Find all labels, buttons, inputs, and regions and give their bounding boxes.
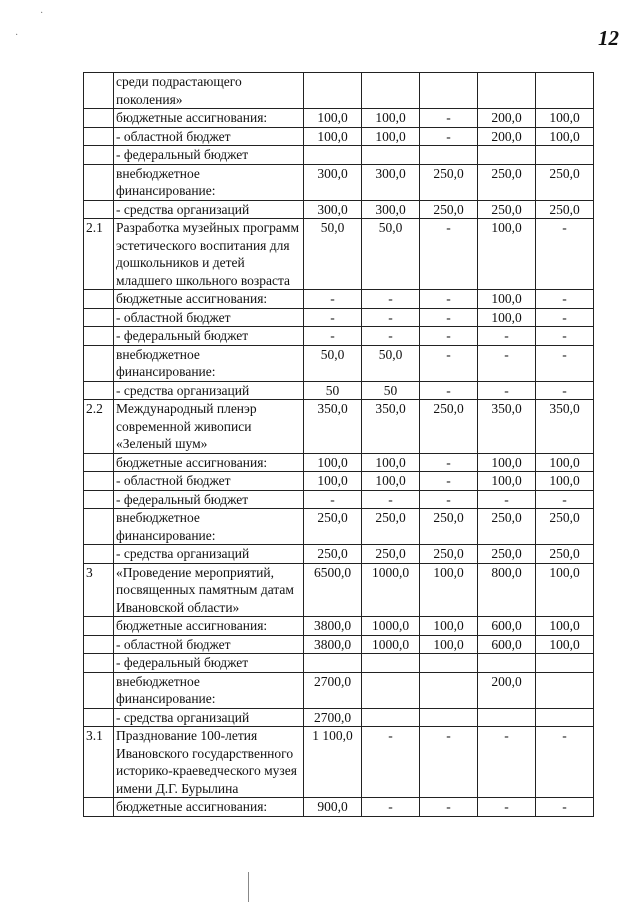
item-description: - федеральный бюджет bbox=[114, 327, 304, 346]
item-description: - федеральный бюджет bbox=[114, 146, 304, 165]
amount-cell: - bbox=[420, 308, 478, 327]
table-row bbox=[84, 146, 594, 165]
amount-cell: 250,0 bbox=[420, 509, 478, 545]
amount-cell: - bbox=[536, 798, 594, 817]
amount-cell: 50,0 bbox=[362, 345, 420, 381]
table-row bbox=[84, 509, 594, 545]
amount-cell bbox=[478, 146, 536, 165]
amount-cell bbox=[420, 708, 478, 727]
item-description: Международный пленэр современной живописи «Зеленый шум» bbox=[114, 400, 304, 454]
amount-cell: 6500,0 bbox=[304, 563, 362, 617]
amount-cell: 250,0 bbox=[536, 509, 594, 545]
amount-cell: - bbox=[304, 490, 362, 509]
amount-cell: - bbox=[536, 308, 594, 327]
item-description: внебюджетное финансирование: bbox=[114, 345, 304, 381]
item-number bbox=[84, 545, 114, 564]
amount-cell bbox=[420, 146, 478, 165]
amount-cell: 350,0 bbox=[478, 400, 536, 454]
amount-cell: 100,0 bbox=[362, 453, 420, 472]
item-number bbox=[84, 708, 114, 727]
item-description: внебюджетное финансирование: bbox=[114, 509, 304, 545]
item-description: - средства организаций bbox=[114, 200, 304, 219]
item-description: - средства организаций bbox=[114, 708, 304, 727]
item-number bbox=[84, 327, 114, 346]
amount-cell bbox=[478, 708, 536, 727]
item-number bbox=[84, 654, 114, 673]
amount-cell: - bbox=[536, 490, 594, 509]
amount-cell: 250,0 bbox=[478, 545, 536, 564]
amount-cell: - bbox=[420, 290, 478, 309]
amount-cell: 100,0 bbox=[362, 109, 420, 128]
amount-cell: - bbox=[420, 472, 478, 491]
amount-cell: 350,0 bbox=[362, 400, 420, 454]
item-description: Разработка музейных программ эстетического воспитания для дошкольников и детей младшего школьного возраста bbox=[114, 219, 304, 290]
item-number bbox=[84, 635, 114, 654]
table-row bbox=[84, 127, 594, 146]
amount-cell bbox=[536, 73, 594, 109]
item-number bbox=[84, 472, 114, 491]
item-number bbox=[84, 381, 114, 400]
amount-cell: - bbox=[478, 345, 536, 381]
table-row bbox=[84, 798, 594, 817]
item-number bbox=[84, 509, 114, 545]
amount-cell: - bbox=[420, 109, 478, 128]
amount-cell bbox=[304, 654, 362, 673]
item-number bbox=[84, 308, 114, 327]
amount-cell: 2700,0 bbox=[304, 708, 362, 727]
amount-cell: 250,0 bbox=[420, 164, 478, 200]
amount-cell: 3800,0 bbox=[304, 617, 362, 636]
amount-cell: - bbox=[362, 490, 420, 509]
amount-cell: 1000,0 bbox=[362, 635, 420, 654]
amount-cell: - bbox=[420, 798, 478, 817]
amount-cell: 200,0 bbox=[478, 127, 536, 146]
amount-cell bbox=[420, 73, 478, 109]
amount-cell bbox=[304, 146, 362, 165]
amount-cell: 100,0 bbox=[420, 563, 478, 617]
table-row bbox=[84, 453, 594, 472]
table-row bbox=[84, 617, 594, 636]
item-description: - федеральный бюджет bbox=[114, 654, 304, 673]
item-description: бюджетные ассигнования: bbox=[114, 453, 304, 472]
item-number bbox=[84, 73, 114, 109]
table-row bbox=[84, 563, 594, 617]
amount-cell: 100,0 bbox=[304, 453, 362, 472]
item-description: «Проведение мероприятий, посвященных памятным датам Ивановской области» bbox=[114, 563, 304, 617]
amount-cell: - bbox=[536, 381, 594, 400]
table-row bbox=[84, 400, 594, 454]
amount-cell bbox=[478, 73, 536, 109]
item-number bbox=[84, 617, 114, 636]
amount-cell: 250,0 bbox=[304, 545, 362, 564]
amount-cell: 250,0 bbox=[420, 400, 478, 454]
scan-speck: · bbox=[40, 8, 44, 19]
item-description: среди подрастающего поколения» bbox=[114, 73, 304, 109]
item-number: 2.2 bbox=[84, 400, 114, 454]
amount-cell: 100,0 bbox=[536, 109, 594, 128]
amount-cell bbox=[478, 654, 536, 673]
table-row bbox=[84, 308, 594, 327]
item-number bbox=[84, 345, 114, 381]
amount-cell: 100,0 bbox=[362, 127, 420, 146]
amount-cell: 250,0 bbox=[304, 509, 362, 545]
item-number bbox=[84, 490, 114, 509]
item-number bbox=[84, 109, 114, 128]
amount-cell: 1000,0 bbox=[362, 563, 420, 617]
amount-cell: 350,0 bbox=[536, 400, 594, 454]
amount-cell: 250,0 bbox=[536, 200, 594, 219]
amount-cell: - bbox=[478, 798, 536, 817]
table-row bbox=[84, 672, 594, 708]
amount-cell: 300,0 bbox=[362, 164, 420, 200]
amount-cell: 100,0 bbox=[478, 290, 536, 309]
amount-cell: - bbox=[362, 290, 420, 309]
item-description: - федеральный бюджет bbox=[114, 490, 304, 509]
amount-cell: - bbox=[420, 219, 478, 290]
amount-cell: - bbox=[420, 345, 478, 381]
amount-cell: - bbox=[362, 308, 420, 327]
item-number bbox=[84, 146, 114, 165]
amount-cell: 100,0 bbox=[304, 109, 362, 128]
amount-cell: 800,0 bbox=[478, 563, 536, 617]
item-number bbox=[84, 200, 114, 219]
item-number bbox=[84, 672, 114, 708]
amount-cell: - bbox=[478, 490, 536, 509]
amount-cell bbox=[362, 672, 420, 708]
item-description: бюджетные ассигнования: bbox=[114, 290, 304, 309]
amount-cell: 250,0 bbox=[420, 200, 478, 219]
amount-cell: 100,0 bbox=[536, 617, 594, 636]
financing-table bbox=[83, 72, 594, 817]
amount-cell: 100,0 bbox=[304, 472, 362, 491]
amount-cell: 300,0 bbox=[362, 200, 420, 219]
amount-cell: 50,0 bbox=[362, 219, 420, 290]
amount-cell: 100,0 bbox=[536, 472, 594, 491]
amount-cell: 100,0 bbox=[304, 127, 362, 146]
item-description: бюджетные ассигнования: bbox=[114, 109, 304, 128]
amount-cell: 600,0 bbox=[478, 635, 536, 654]
item-description: - средства организаций bbox=[114, 545, 304, 564]
amount-cell: - bbox=[420, 490, 478, 509]
fold-mark bbox=[248, 872, 249, 902]
table-row bbox=[84, 219, 594, 290]
amount-cell: 50,0 bbox=[304, 345, 362, 381]
amount-cell: - bbox=[478, 727, 536, 798]
item-number bbox=[84, 453, 114, 472]
amount-cell: 600,0 bbox=[478, 617, 536, 636]
amount-cell: 1 100,0 bbox=[304, 727, 362, 798]
amount-cell: - bbox=[420, 327, 478, 346]
amount-cell bbox=[536, 708, 594, 727]
amount-cell: 2700,0 bbox=[304, 672, 362, 708]
item-number bbox=[84, 290, 114, 309]
item-description: внебюджетное финансирование: bbox=[114, 672, 304, 708]
amount-cell: 50,0 bbox=[304, 219, 362, 290]
amount-cell bbox=[304, 73, 362, 109]
amount-cell: - bbox=[536, 345, 594, 381]
amount-cell: 100,0 bbox=[536, 563, 594, 617]
amount-cell bbox=[362, 708, 420, 727]
amount-cell: - bbox=[536, 327, 594, 346]
page-number: 12 bbox=[598, 26, 619, 50]
amount-cell bbox=[362, 654, 420, 673]
amount-cell: - bbox=[304, 327, 362, 346]
amount-cell: - bbox=[420, 727, 478, 798]
amount-cell: 100,0 bbox=[536, 635, 594, 654]
table-row bbox=[84, 635, 594, 654]
amount-cell: 100,0 bbox=[478, 219, 536, 290]
item-description: - областной бюджет bbox=[114, 472, 304, 491]
amount-cell bbox=[536, 654, 594, 673]
amount-cell: 50 bbox=[304, 381, 362, 400]
amount-cell: 100,0 bbox=[478, 453, 536, 472]
amount-cell bbox=[362, 73, 420, 109]
amount-cell bbox=[420, 672, 478, 708]
amount-cell: - bbox=[420, 127, 478, 146]
amount-cell: 200,0 bbox=[478, 672, 536, 708]
amount-cell: 100,0 bbox=[478, 472, 536, 491]
scan-speck: · bbox=[15, 30, 19, 41]
amount-cell: - bbox=[304, 308, 362, 327]
amount-cell: - bbox=[536, 727, 594, 798]
item-description: внебюджетное финансирование: bbox=[114, 164, 304, 200]
table-row bbox=[84, 200, 594, 219]
amount-cell: 100,0 bbox=[478, 308, 536, 327]
table-row bbox=[84, 545, 594, 564]
amount-cell: 250,0 bbox=[478, 164, 536, 200]
item-description: бюджетные ассигнования: bbox=[114, 798, 304, 817]
amount-cell: 250,0 bbox=[362, 545, 420, 564]
amount-cell: - bbox=[304, 290, 362, 309]
amount-cell: - bbox=[420, 381, 478, 400]
item-description: - областной бюджет bbox=[114, 127, 304, 146]
amount-cell bbox=[420, 654, 478, 673]
amount-cell: 100,0 bbox=[420, 635, 478, 654]
amount-cell: 100,0 bbox=[362, 472, 420, 491]
amount-cell: 100,0 bbox=[420, 617, 478, 636]
amount-cell: 300,0 bbox=[304, 164, 362, 200]
amount-cell: - bbox=[362, 798, 420, 817]
amount-cell: 200,0 bbox=[478, 109, 536, 128]
amount-cell: 250,0 bbox=[362, 509, 420, 545]
item-number: 2.1 bbox=[84, 219, 114, 290]
item-description: - областной бюджет bbox=[114, 308, 304, 327]
amount-cell bbox=[536, 146, 594, 165]
item-description: Празднование 100-летия Ивановского государственного историко-краеведческого музея имени Д.Г. Бурылина bbox=[114, 727, 304, 798]
table-row bbox=[84, 654, 594, 673]
item-number bbox=[84, 127, 114, 146]
item-description: - областной бюджет bbox=[114, 635, 304, 654]
item-description: бюджетные ассигнования: bbox=[114, 617, 304, 636]
table-row bbox=[84, 164, 594, 200]
table-row bbox=[84, 73, 594, 109]
table-row bbox=[84, 345, 594, 381]
item-number bbox=[84, 164, 114, 200]
amount-cell: 300,0 bbox=[304, 200, 362, 219]
table-row bbox=[84, 327, 594, 346]
amount-cell: 250,0 bbox=[478, 509, 536, 545]
amount-cell: - bbox=[362, 727, 420, 798]
table-row bbox=[84, 290, 594, 309]
amount-cell: 100,0 bbox=[536, 127, 594, 146]
amount-cell: - bbox=[478, 381, 536, 400]
table-row bbox=[84, 109, 594, 128]
amount-cell: 100,0 bbox=[536, 453, 594, 472]
amount-cell: 1000,0 bbox=[362, 617, 420, 636]
amount-cell: 900,0 bbox=[304, 798, 362, 817]
amount-cell bbox=[362, 146, 420, 165]
amount-cell: - bbox=[362, 327, 420, 346]
amount-cell: 250,0 bbox=[420, 545, 478, 564]
item-number: 3 bbox=[84, 563, 114, 617]
amount-cell: 3800,0 bbox=[304, 635, 362, 654]
amount-cell: - bbox=[536, 219, 594, 290]
table-row bbox=[84, 727, 594, 798]
amount-cell: 250,0 bbox=[536, 164, 594, 200]
item-number bbox=[84, 798, 114, 817]
item-description: - средства организаций bbox=[114, 381, 304, 400]
table-row bbox=[84, 708, 594, 727]
amount-cell: 350,0 bbox=[304, 400, 362, 454]
amount-cell: 50 bbox=[362, 381, 420, 400]
amount-cell bbox=[536, 672, 594, 708]
table-row bbox=[84, 472, 594, 491]
amount-cell: 250,0 bbox=[478, 200, 536, 219]
amount-cell: - bbox=[420, 453, 478, 472]
table-row bbox=[84, 490, 594, 509]
item-number: 3.1 bbox=[84, 727, 114, 798]
table-row bbox=[84, 381, 594, 400]
amount-cell: - bbox=[536, 290, 594, 309]
amount-cell: - bbox=[478, 327, 536, 346]
amount-cell: 250,0 bbox=[536, 545, 594, 564]
